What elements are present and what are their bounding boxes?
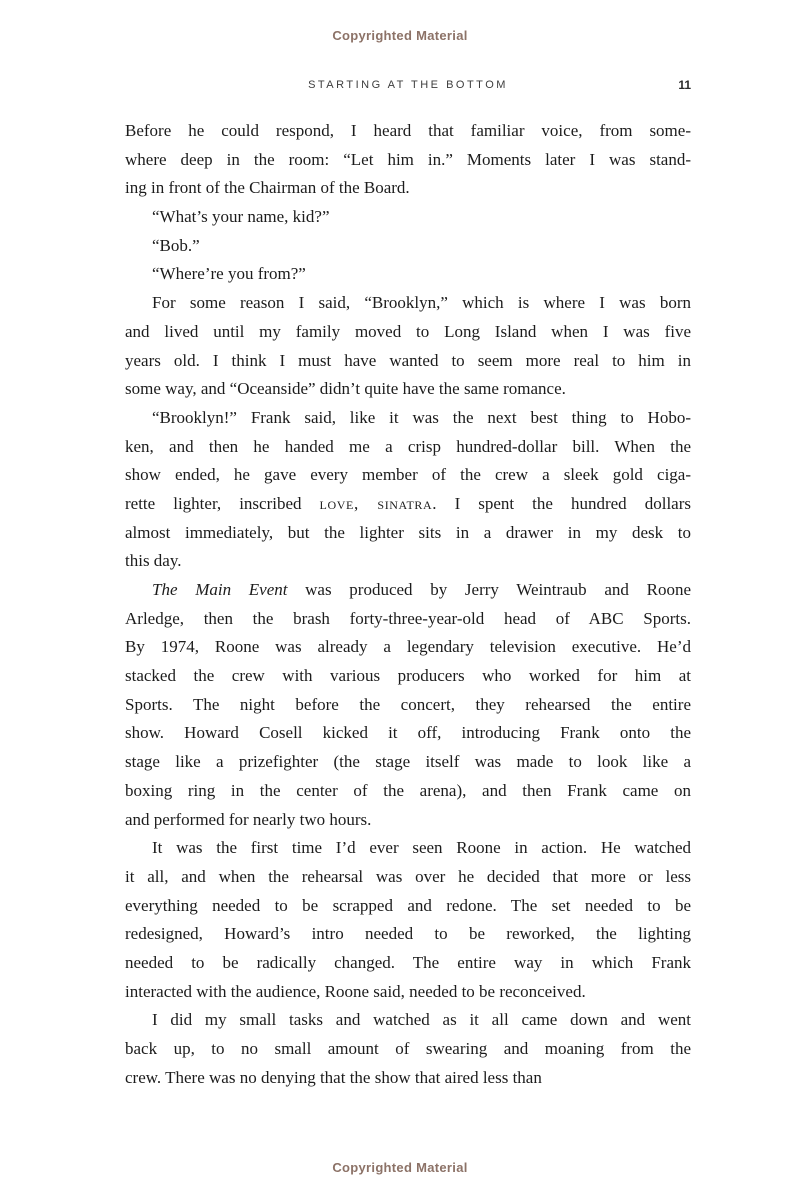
text-line: “What’s your name, kid?” — [152, 207, 330, 227]
copyright-notice-bottom: Copyrighted Material — [332, 1160, 468, 1175]
text-line: show ended, he gave every member of the crew a sleek gold ciga- — [125, 465, 691, 485]
paragraph — [125, 834, 691, 1006]
text-line: years old. I think I must have wanted to seem more real to him in — [125, 350, 691, 370]
text-line: needed to be radically changed. The entire way in which Frank — [125, 952, 691, 972]
text-line: and lived until my family moved to Long Island when I was five — [125, 321, 691, 341]
paragraph — [125, 289, 691, 404]
text-line: Sports. The night before the concert, they rehearsed the entire — [125, 694, 691, 714]
text-line: ing in front of the Chairman of the Board. — [125, 178, 410, 198]
text-line: stacked the crew with various producers who worked for him at — [125, 666, 691, 686]
text-line: stage like a prizefighter (the stage itself was made to look like a — [125, 752, 691, 772]
text-line: boxing ring in the center of the arena), and then Frank came on — [125, 780, 691, 800]
running-head-title: STARTING AT THE BOTTOM — [308, 79, 508, 91]
text-line: By 1974, Roone was already a legendary television executive. He’d — [125, 637, 691, 657]
paragraph — [125, 232, 691, 261]
text-line: redesigned, Howard’s intro needed to be reworked, the lighting — [125, 924, 691, 944]
text-line — [125, 490, 691, 519]
italic-text: The Main Event — [152, 580, 288, 599]
text-segment: . I spent the hundred dollars — [432, 493, 691, 513]
text-line: almost immediately, but the lighter sits in a drawer in my desk to — [125, 522, 691, 542]
text-line: this day. — [125, 551, 182, 571]
text-line: ken, and then he handed me a crisp hundred-dollar bill. When the — [125, 436, 691, 456]
text-segment: rette lighter, inscribed — [125, 493, 320, 513]
running-header — [125, 79, 691, 91]
paragraph — [125, 117, 691, 203]
body-text — [125, 117, 691, 1092]
text-line: everything needed to be scrapped and redone. The set needed to be — [125, 895, 691, 915]
page-number: 11 — [678, 78, 691, 92]
text-line: where deep in the room: “Let him in.” Moments later I was stand- — [125, 149, 691, 169]
text-line: I did my small tasks and watched as it all came down and went — [152, 1010, 691, 1030]
text-line: “Bob.” — [152, 235, 200, 255]
text-line: For some reason I said, “Brooklyn,” which is where I was born — [152, 293, 691, 313]
text-line: It was the first time I’d ever seen Roone in action. He watched — [152, 838, 691, 858]
text-line: some way, and “Oceanside” didn’t quite have the same romance. — [125, 379, 566, 399]
text-line: Arledge, then the brash forty-three-year-old head of ABC Sports. — [125, 608, 691, 628]
text-line: show. Howard Cosell kicked it off, introducing Frank onto the — [125, 723, 691, 743]
smallcaps-text: love, sinatra — [319, 493, 433, 513]
text-segment: was produced by Jerry Weintraub and Roone — [287, 580, 691, 599]
text-line: Before he could respond, I heard that familiar voice, from some- — [125, 121, 691, 140]
text-line: “Brooklyn!” Frank said, like it was the next best thing to Hobo- — [152, 407, 691, 427]
text-line: it all, and when the rehearsal was over he decided that more or less — [125, 866, 691, 886]
text-line — [125, 576, 691, 605]
paragraph — [125, 404, 691, 576]
text-line: crew. There was no denying that the show that aired less than — [125, 1067, 542, 1087]
text-line: back up, to no small amount of swearing and moaning from the — [125, 1039, 691, 1058]
text-line: “Where’re you from?” — [152, 264, 306, 284]
copyright-notice-top: Copyrighted Material — [332, 28, 468, 43]
paragraph — [125, 260, 691, 289]
paragraph — [125, 576, 691, 834]
paragraph — [125, 203, 691, 232]
text-line: and performed for nearly two hours. — [125, 809, 372, 829]
paragraph — [125, 1006, 691, 1092]
text-line: interacted with the audience, Roone said, needed to be reconceived. — [125, 981, 586, 1001]
